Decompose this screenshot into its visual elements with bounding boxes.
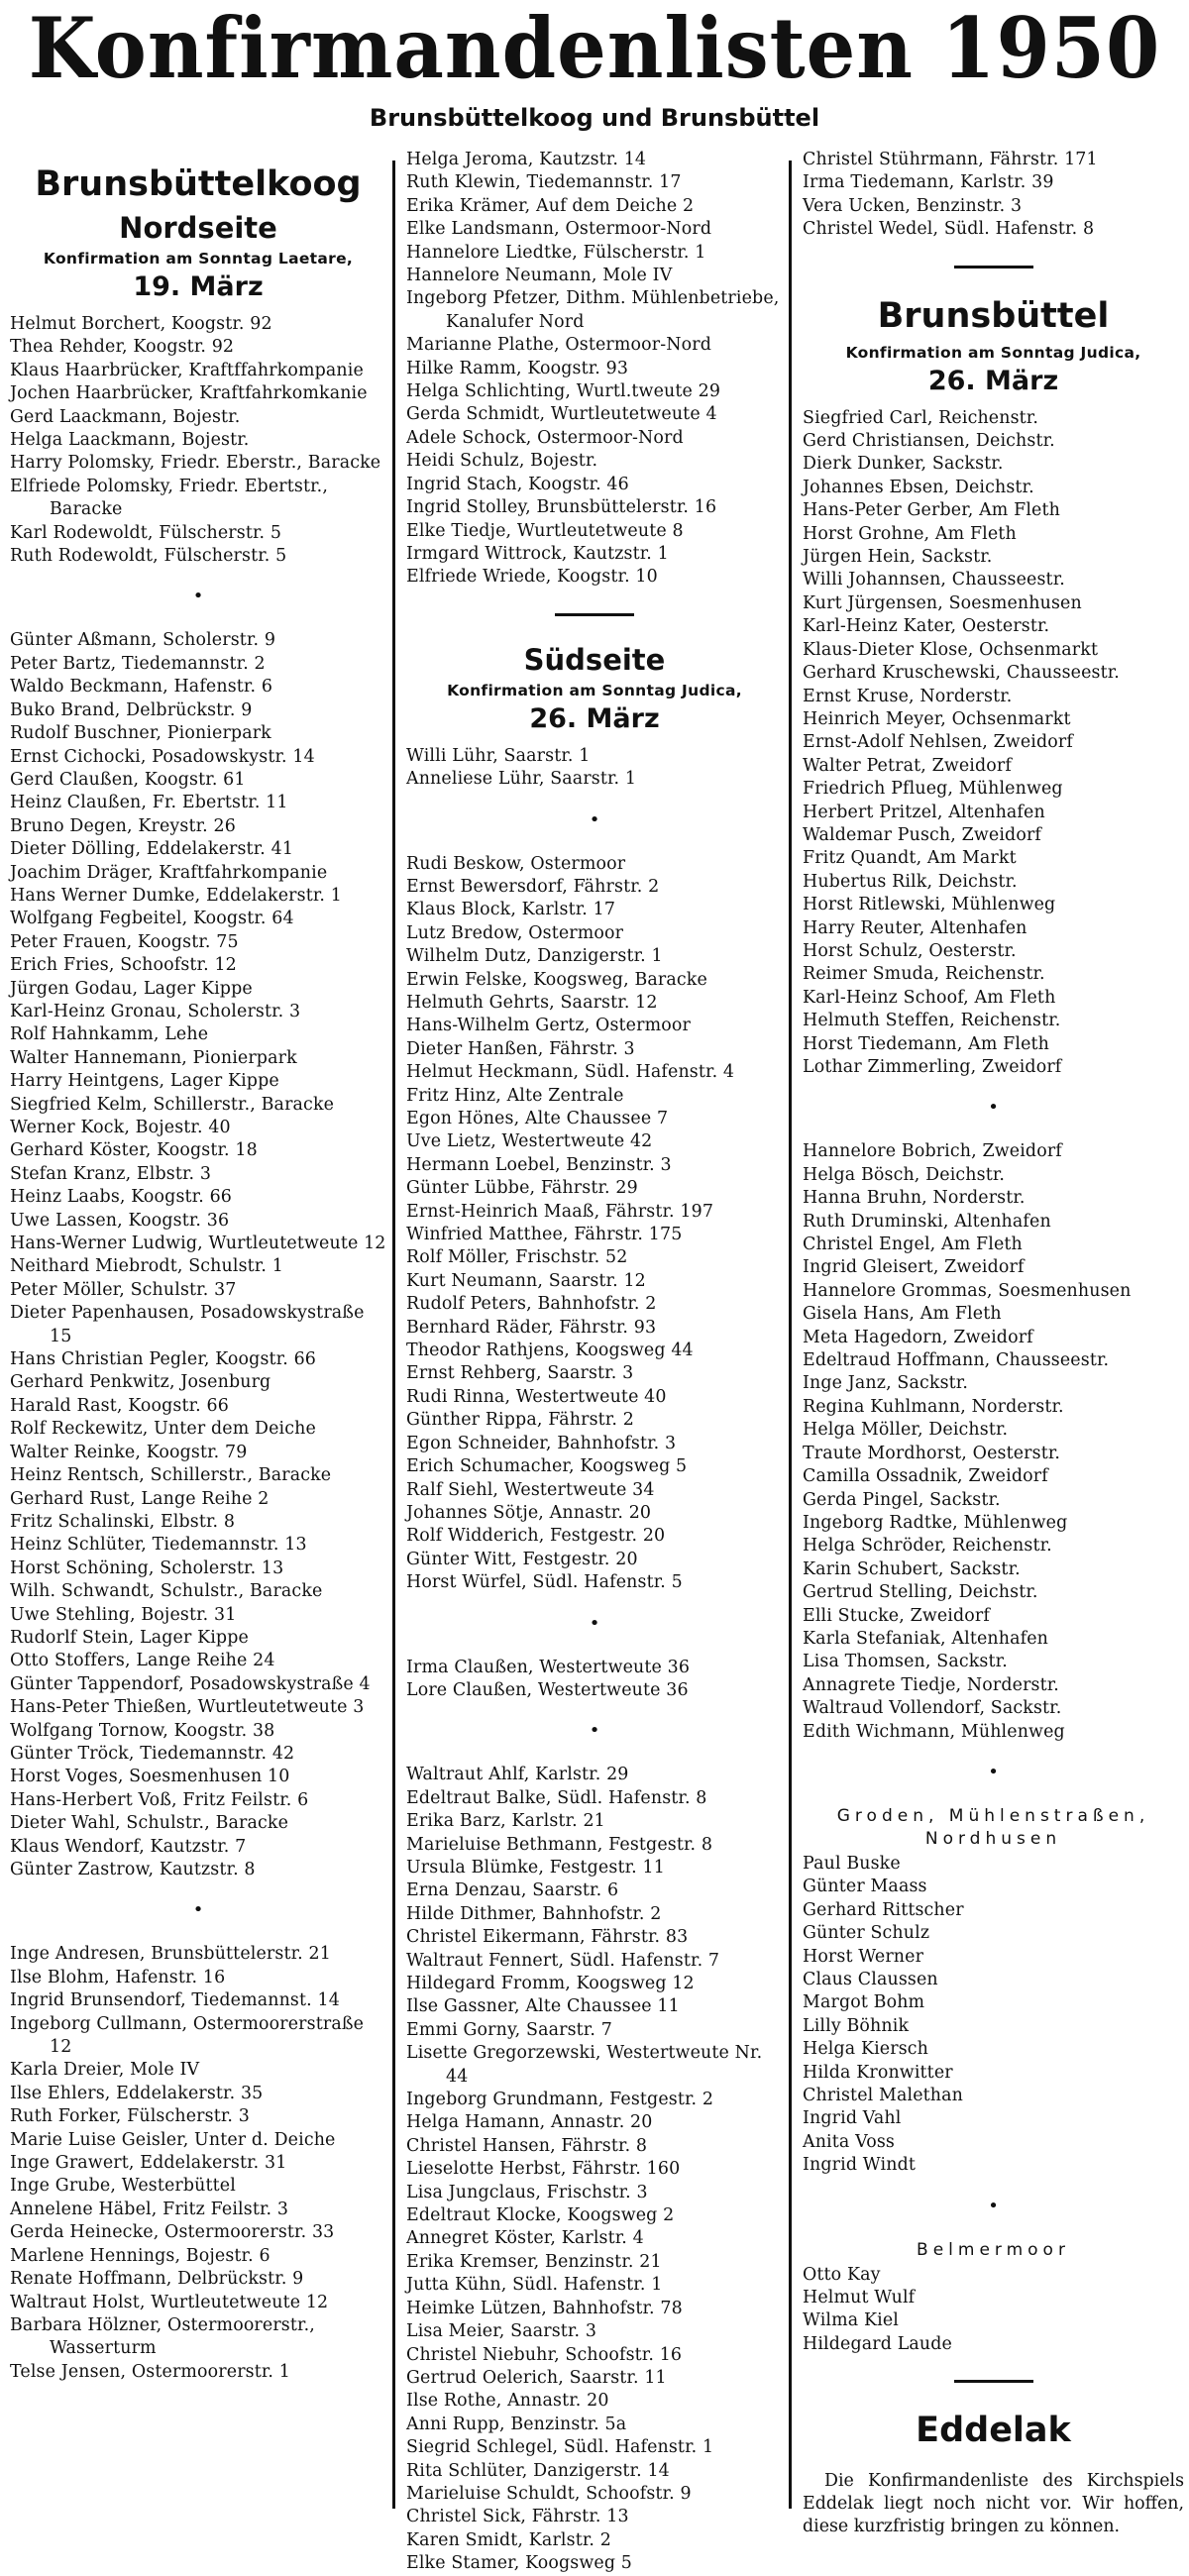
list-item: Elke Landsmann, Ostermoor-Nord — [406, 219, 712, 240]
list-item: Horst Voges, Soesmenhusen 10 — [10, 1767, 290, 1787]
list-item: Helga Laackmann, Bojestr. — [10, 430, 250, 451]
list-item: Irma Tiedemann, Karlstr. 39 — [803, 172, 1054, 193]
list-item: Gerda Schmidt, Wurtleutetweute 4 — [406, 404, 717, 425]
list-item: Paul Buske — [803, 1853, 901, 1874]
separator-star: • — [988, 1761, 999, 1782]
list-item: Horst Ritlewski, Mühlenweg — [803, 895, 1056, 915]
list-item: Hanna Bruhn, Norderstr. — [803, 1188, 1026, 1209]
list-item: Marie Luise Geisler, Unter d. Deiche — [10, 2129, 336, 2150]
list-item: Rolf Möller, Frischstr. 52 — [406, 1247, 628, 1268]
list-item: Gisela Hans, Am Fleth — [803, 1304, 1002, 1325]
list-item: Elli Stucke, Zweidorf — [803, 1605, 990, 1626]
list-item: Siegfried Kelm, Schillerstr., Baracke — [10, 1094, 335, 1115]
list-item: Karl Rodewoldt, Fülscherstr. 5 — [10, 522, 282, 543]
list-item: Winfried Matthee, Fährstr. 175 — [406, 1225, 683, 1245]
separator-star: • — [589, 1612, 600, 1634]
list-item: Christel Stührmann, Fährstr. 171 — [803, 150, 1098, 169]
list-item: Ralf Siehl, Westertweute 34 — [406, 1479, 655, 1500]
list-item: Gerhard Kruschewski, Chausseestr. — [803, 663, 1120, 684]
list-item: Rudi Beskow, Ostermoor — [406, 853, 626, 874]
name-list — [803, 149, 1184, 242]
list-item: Hans Christian Pegler, Koogstr. 66 — [10, 1349, 316, 1370]
section-divider — [954, 266, 1033, 268]
list-item: Günter Lübbe, Fährstr. 29 — [406, 1178, 638, 1199]
list-item: Hans-Peter Thießen, Wurtleutetweute 3 — [10, 1697, 365, 1718]
list-item: Klaus Wendorf, Kautzstr. 7 — [10, 1836, 247, 1857]
list-item: Hubertus Rilk, Deichstr. — [803, 871, 1018, 892]
list-item: Meta Hagedorn, Zweidorf — [803, 1327, 1033, 1347]
list-item: Erika Krämer, Auf dem Deiche 2 — [406, 195, 695, 216]
list-item: Rudolf Buschner, Pionierpark — [10, 723, 271, 744]
list-item: Hans-Werner Ludwig, Wurtleutetweute 12 — [10, 1234, 386, 1254]
columns — [0, 149, 1189, 2574]
list-item: Lisette Gregorzewski, Westertweute Nr. 44 — [406, 2043, 763, 2087]
list-item: Edeltraut Balke, Südl. Hafenstr. 8 — [406, 1787, 707, 1808]
list-item: Wolfgang Fegbeitel, Koogstr. 64 — [10, 909, 294, 929]
list-item: Anneliese Lühr, Saarstr. 1 — [406, 769, 637, 790]
list-item: Ingrid Brunsendorf, Tiedemannst. 14 — [10, 1990, 340, 2011]
list-item: Helmut Wulf — [803, 2288, 916, 2308]
list-item: Gerd Christiansen, Deichstr. — [803, 431, 1055, 452]
confirmation-line: Konfirmation am Sonntag Judica, — [845, 343, 1141, 362]
name-list — [10, 629, 386, 1881]
name-list — [803, 2264, 1184, 2357]
list-item: Gerhard Penkwitz, Josenburg — [10, 1372, 271, 1393]
list-item: Helmuth Steffen, Reichenstr. — [803, 1011, 1061, 1031]
separator-star: • — [589, 1720, 600, 1742]
list-item: Gerhard Köster, Koogstr. 18 — [10, 1140, 258, 1161]
name-list — [803, 1140, 1184, 1744]
separator-star: • — [192, 1899, 204, 1921]
list-item: Johannes Sötje, Annastr. 20 — [406, 1502, 652, 1523]
list-item: Hans Werner Dumke, Eddelakerstr. 1 — [10, 885, 342, 906]
list-item: Christel Sick, Fährstr. 13 — [406, 2507, 629, 2527]
list-item: Jürgen Hein, Sackstr. — [803, 547, 993, 568]
separator-star: • — [589, 808, 600, 830]
name-list — [406, 1657, 783, 1703]
list-item: Harry Polomsky, Friedr. Eberstr., Baracke — [10, 453, 381, 474]
list-item: Ilse Blohm, Hafenstr. 16 — [10, 1967, 226, 1987]
list-item: Christel Hansen, Fährstr. 8 — [406, 2135, 648, 2156]
list-item: Uwe Lassen, Koogstr. 36 — [10, 1210, 230, 1231]
confirmation-line: Konfirmation am Sonntag Judica, — [447, 681, 742, 699]
list-item: Erika Kremser, Benzinstr. 21 — [406, 2251, 662, 2272]
list-item: Erich Fries, Schoofstr. 12 — [10, 955, 237, 976]
list-item: Lisa Meier, Saarstr. 3 — [406, 2321, 597, 2342]
list-item: Ingeborg Pfetzer, Dithm. Mühlenbetriebe, Kanalufer Nord — [406, 288, 780, 332]
list-item: Elke Tiedje, Wurtleutetweute 8 — [406, 520, 684, 541]
list-item: Walter Hannemann, Pionierpark — [10, 1047, 297, 1068]
list-item: Günter Tröck, Tiedemannstr. 42 — [10, 1743, 295, 1764]
subsection-title-belmermoor: Belmermoor — [917, 2239, 1070, 2260]
list-item: Vera Ucken, Benzinstr. 3 — [803, 195, 1023, 216]
list-item: Camilla Ossadnik, Zweidorf — [803, 1466, 1048, 1487]
subsection-title-nordseite: Nordseite — [119, 211, 277, 245]
column-2 — [406, 149, 783, 2574]
list-item: Willi Johannsen, Chausseestr. — [803, 570, 1065, 590]
list-item: Heinz Claußen, Fr. Ebertstr. 11 — [10, 793, 288, 813]
list-item: Rudi Rinna, Westertweute 40 — [406, 1386, 667, 1407]
list-item: Kurt Jürgensen, Soesmenhusen — [803, 592, 1082, 613]
list-item: Helga Jeroma, Kautzstr. 14 — [406, 150, 647, 169]
list-item: Marieluise Bethmann, Festgestr. 8 — [406, 1834, 713, 1855]
list-item: Karl-Heinz Kater, Oesterstr. — [803, 616, 1050, 637]
name-list — [803, 407, 1184, 1080]
list-item: Traute Mordhorst, Oesterstr. — [803, 1443, 1061, 1463]
list-item: Willi Lühr, Saarstr. 1 — [406, 745, 591, 766]
list-item: Waltraut Ahlf, Karlstr. 29 — [406, 1765, 629, 1785]
list-item: Ernst Kruse, Norderstr. — [803, 686, 1013, 706]
list-item: Lutz Bredow, Ostermoor — [406, 922, 624, 943]
list-item: Edith Wichmann, Mühlenweg — [803, 1721, 1065, 1742]
list-item: Ernst Bewersdorf, Fährstr. 2 — [406, 876, 660, 897]
list-item: Ingrid Vahl — [803, 2108, 902, 2129]
name-list — [406, 1764, 783, 2575]
list-item: Waltraut Holst, Wurtleutetweute 12 — [10, 2292, 329, 2312]
list-item: Lilly Böhnik — [803, 2015, 910, 2036]
list-item: Waltraud Vollendorf, Sackstr. — [803, 1698, 1062, 1719]
list-item: Peter Frauen, Koogstr. 75 — [10, 931, 239, 952]
list-item: Bruno Degen, Kreystr. 26 — [10, 815, 236, 836]
list-item: Kurt Neumann, Saarstr. 12 — [406, 1270, 646, 1291]
list-item: Emmi Gorny, Saarstr. 7 — [406, 2019, 612, 2040]
list-item: Hildegard Fromm, Koogsweg 12 — [406, 1974, 695, 1993]
list-item: Günther Rippa, Fährstr. 2 — [406, 1410, 634, 1431]
name-list — [10, 313, 386, 568]
list-item: Karla Dreier, Mole IV — [10, 2060, 200, 2081]
list-item: Gerd Claußen, Koogstr. 61 — [10, 769, 246, 790]
list-item: Gerda Heinecke, Ostermoorerstr. 33 — [10, 2222, 335, 2243]
list-item: Elke Stamer, Koogsweg 5 — [406, 2553, 632, 2574]
list-item: Ernst Rehberg, Saarstr. 3 — [406, 1363, 634, 1384]
list-item: Wolfgang Tornow, Koogstr. 38 — [10, 1720, 275, 1741]
list-item: Klaus Block, Karlstr. 17 — [406, 900, 616, 920]
list-item: Gerd Laackmann, Bojestr. — [10, 406, 241, 427]
section-title-eddelak: Eddelak — [916, 2411, 1071, 2451]
list-item: Waltraut Fennert, Südl. Hafenstr. 7 — [406, 1950, 720, 1971]
column-rule — [789, 161, 792, 2509]
list-item: Walter Petrat, Zweidorf — [803, 755, 1012, 776]
list-item: Peter Möller, Schulstr. 37 — [10, 1279, 237, 1300]
name-list — [10, 1943, 386, 2384]
list-item: Klaus Haarbrücker, Kraftffahrkompanie — [10, 360, 364, 380]
section-title-brunsbuettel: Brunsbüttel — [877, 295, 1110, 336]
separator-star: • — [988, 2195, 999, 2216]
confirmation-line: Konfirmation am Sonntag Laetare, — [43, 250, 354, 268]
list-item: Ursula Blümke, Festgestr. 11 — [406, 1857, 665, 1878]
list-item: Dieter Dölling, Eddelakerstr. 41 — [10, 839, 294, 860]
list-item: Helga Möller, Deichstr. — [803, 1420, 1009, 1441]
list-item: Helga Hamann, Annastr. 20 — [406, 2112, 653, 2133]
confirmation-date: 26. März — [529, 702, 660, 734]
list-item: Ingrid Stolley, Brunsbüttelerstr. 16 — [406, 497, 717, 518]
list-item: Walter Reinke, Koogstr. 79 — [10, 1442, 248, 1462]
list-item: Ingeborg Cullmann, Ostermoorerstraße 12 — [10, 2013, 365, 2058]
list-item: Harald Rast, Koogstr. 66 — [10, 1395, 229, 1416]
list-item: Erna Denzau, Saarstr. 6 — [406, 1880, 619, 1901]
list-item: Otto Stoffers, Lange Reihe 24 — [10, 1651, 275, 1671]
list-item: Jutta Kühn, Südl. Hafenstr. 1 — [406, 2275, 663, 2296]
list-item: Dieter Hanßen, Fährstr. 3 — [406, 1038, 635, 1059]
list-item: Karl-Heinz Schoof, Am Fleth — [803, 987, 1056, 1008]
list-item: Heinz Schlüter, Tiedemannstr. 13 — [10, 1535, 307, 1556]
list-item: Annegret Köster, Karlstr. 4 — [406, 2228, 644, 2249]
list-item: Irma Claußen, Westertweute 36 — [406, 1657, 691, 1677]
list-item: Johannes Ebsen, Deichstr. — [803, 477, 1034, 497]
page-subtitle: Brunsbüttelkoog und Brunsbüttel — [369, 104, 820, 132]
list-item: Otto Kay — [803, 2264, 881, 2285]
list-item: Ilse Gassner, Alte Chaussee 11 — [406, 1996, 680, 2017]
list-item: Helga Bösch, Deichstr. — [803, 1164, 1006, 1185]
list-item: Heinrich Meyer, Ochsenmarkt — [803, 708, 1071, 729]
list-item: Rudorlf Stein, Lager Kippe — [10, 1627, 249, 1648]
list-item: Heinz Laabs, Koogstr. 66 — [10, 1187, 233, 1208]
list-item: Harry Heintgens, Lager Kippe — [10, 1071, 279, 1092]
list-item: Hannelore Neumann, Mole IV — [406, 266, 673, 286]
list-item: Erich Schumacher, Koogsweg 5 — [406, 1456, 688, 1477]
list-item: Margot Bohm — [803, 1992, 925, 2013]
list-item: Irmgard Wittrock, Kautzstr. 1 — [406, 543, 669, 564]
list-item: Rudolf Peters, Bahnhofstr. 2 — [406, 1294, 657, 1315]
list-item: Elfriede Wriede, Koogstr. 10 — [406, 567, 658, 588]
list-item: Gertrud Oelerich, Saarstr. 11 — [406, 2367, 667, 2388]
list-item: Elfriede Polomsky, Friedr. Ebertstr., Baracke — [10, 476, 328, 520]
list-item: Erwin Felske, Koogsweg, Baracke — [406, 969, 707, 990]
list-item: Jürgen Godau, Lager Kippe — [10, 978, 253, 999]
list-item: Telse Jensen, Ostermoorerstr. 1 — [10, 2361, 290, 2382]
list-item: Gertrud Stelling, Deichstr. — [803, 1582, 1038, 1603]
list-item: Annagrete Tiedje, Norderstr. — [803, 1674, 1059, 1695]
name-list — [406, 745, 783, 792]
list-item: Thea Rehder, Koogstr. 92 — [10, 337, 235, 358]
list-item: Joachim Dräger, Kraftfahrkompanie — [10, 862, 328, 883]
list-item: Ruth Rodewoldt, Fülscherstr. 5 — [10, 546, 287, 567]
list-item: Ingrid Gleisert, Zweidorf — [803, 1257, 1025, 1278]
list-item: Christel Engel, Am Fleth — [803, 1234, 1023, 1255]
list-item: Rolf Reckewitz, Unter dem Deiche — [10, 1419, 316, 1440]
list-item: Erika Barz, Karlstr. 21 — [406, 1811, 605, 1832]
list-item: Horst Würfel, Südl. Hafenstr. 5 — [406, 1572, 683, 1593]
list-item: Rolf Widderich, Festgestr. 20 — [406, 1526, 666, 1547]
list-item: Hans-Herbert Voß, Fritz Feilstr. 6 — [10, 1789, 309, 1810]
column-1 — [10, 149, 386, 2525]
list-item: Peter Bartz, Tiedemannstr. 2 — [10, 653, 266, 674]
list-item: Marieluise Schuldt, Schoofstr. 9 — [406, 2483, 692, 2504]
list-item: Helga Kiersch — [803, 2039, 929, 2060]
list-item: Edeltraut Klocke, Koogsweg 2 — [406, 2205, 675, 2226]
list-item: Karin Schubert, Sackstr. — [803, 1558, 1021, 1579]
list-item: Gerhard Rust, Lange Reihe 2 — [10, 1488, 270, 1509]
list-item: Egon Schneider, Bahnhofstr. 3 — [406, 1433, 677, 1453]
list-item: Werner Kock, Bojestr. 40 — [10, 1118, 231, 1137]
list-item: Annelene Häbel, Fritz Feilstr. 3 — [10, 2199, 289, 2219]
list-item: Theodor Rathjens, Koogsweg 44 — [406, 1341, 694, 1361]
list-item: Hannelore Liedtke, Fülscherstr. 1 — [406, 242, 706, 263]
list-item: Uwe Stehling, Bojestr. 31 — [10, 1604, 237, 1625]
list-item: Waldo Beckmann, Hafenstr. 6 — [10, 677, 273, 698]
confirmation-date: 19. März — [133, 271, 264, 302]
list-item: Helmuth Gehrts, Saarstr. 12 — [406, 992, 658, 1013]
name-list — [406, 853, 783, 1595]
list-item: Karen Smidt, Karlstr. 2 — [406, 2529, 611, 2550]
list-item: Hermann Loebel, Benzinstr. 3 — [406, 1154, 672, 1175]
list-item: Hannelore Grommas, Soesmenhusen — [803, 1280, 1132, 1301]
list-item: Ingrid Stach, Koogstr. 46 — [406, 474, 629, 494]
list-item: Siegrid Schlegel, Südl. Hafenstr. 1 — [406, 2437, 714, 2458]
section-divider — [555, 613, 634, 616]
list-item: Hannelore Bobrich, Zweidorf — [803, 1141, 1062, 1162]
subsection-title-groden: Groden, Mühlenstraßen, Nordhusen — [836, 1805, 1150, 1849]
list-item: Heinz Rentsch, Schillerstr., Baracke — [10, 1465, 332, 1486]
list-item: Dierk Dunker, Sackstr. — [803, 454, 1004, 475]
list-item: Karl-Heinz Gronau, Scholerstr. 3 — [10, 1001, 301, 1021]
list-item: Christel Eikermann, Fährstr. 83 — [406, 1927, 689, 1948]
list-item: Anita Voss — [803, 2131, 895, 2152]
list-item: Fritz Quandt, Am Markt — [803, 848, 1017, 869]
list-item: Barbara Hölzner, Ostermoorerstr., Wasserturm — [10, 2314, 315, 2359]
list-item: Ilse Ehlers, Eddelakerstr. 35 — [10, 2083, 264, 2103]
list-item: Günter Aßmann, Scholerstr. 9 — [10, 630, 276, 651]
subsection-title-suedseite: Südseite — [523, 642, 666, 677]
list-item: Gerhard Rittscher — [803, 1899, 964, 1920]
list-item: Klaus-Dieter Klose, Ochsenmarkt — [803, 639, 1099, 660]
section-title-brunsbuettelkoog: Brunsbüttelkoog — [35, 164, 362, 204]
list-item: Claus Claussen — [803, 1970, 938, 1989]
list-item: Horst Schöning, Scholerstr. 13 — [10, 1557, 284, 1578]
list-item: Helga Schlichting, Wurtl.tweute 29 — [406, 381, 721, 402]
list-item: Harry Reuter, Altenhafen — [803, 917, 1027, 938]
list-item: Günter Zastrow, Kautzstr. 8 — [10, 1860, 256, 1879]
list-item: Fritz Schalinski, Elbstr. 8 — [10, 1511, 236, 1532]
list-item: Hilde Dithmer, Bahnhofstr. 2 — [406, 1903, 662, 1924]
list-item: Egon Hönes, Alte Chaussee 7 — [406, 1109, 669, 1128]
list-item: Inge Grawert, Eddelakerstr. 31 — [10, 2153, 287, 2174]
list-item: Günter Witt, Festgestr. 20 — [406, 1549, 638, 1569]
list-item: Dieter Papenhausen, Posadowskystraße 15 — [10, 1303, 365, 1346]
list-item: Waldemar Pusch, Zweidorf — [803, 824, 1042, 845]
list-item: Adele Schock, Ostermoor-Nord — [406, 427, 684, 448]
list-item: Lieselotte Herbst, Fährstr. 160 — [406, 2159, 681, 2180]
list-item: Marianne Plathe, Ostermoor-Nord — [406, 335, 711, 356]
list-item: Dieter Wahl, Schulstr., Baracke — [10, 1813, 289, 1834]
column-3 — [803, 149, 1184, 2537]
list-item: Ingeborg Radtke, Mühlenweg — [803, 1512, 1068, 1533]
list-item: Stefan Kranz, Elbstr. 3 — [10, 1163, 212, 1184]
list-item: Hilke Ramm, Koogstr. 93 — [406, 358, 629, 378]
list-item: Günter Schulz — [803, 1923, 930, 1944]
list-item: Herbert Pritzel, Altenhafen — [803, 802, 1045, 822]
list-item: Gerda Pingel, Sackstr. — [803, 1489, 1001, 1510]
list-item: Horst Schulz, Oesterstr. — [803, 940, 1017, 961]
list-item: Ruth Druminski, Altenhafen — [803, 1211, 1051, 1232]
list-item: Buko Brand, Delbrückstr. 9 — [10, 699, 253, 720]
list-item: Lisa Jungclaus, Frischstr. 3 — [406, 2182, 648, 2202]
list-item: Reimer Smuda, Reichenstr. — [803, 964, 1045, 985]
list-item: Ingrid Windt — [803, 2155, 916, 2176]
list-item: Siegfried Carl, Reichenstr. — [803, 407, 1039, 428]
list-item: Heimke Lützen, Bahnhofstr. 78 — [406, 2298, 683, 2318]
list-item: Hilda Kronwitter — [803, 2062, 953, 2083]
list-item: Horst Grohne, Am Fleth — [803, 523, 1017, 544]
list-item: Wilma Kiel — [803, 2310, 899, 2331]
list-item: Heidi Schulz, Bojestr. — [406, 451, 598, 472]
list-item: Regina Kuhlmann, Norderstr. — [803, 1396, 1064, 1417]
list-item: Inge Andresen, Brunsbüttelerstr. 21 — [10, 1944, 331, 1965]
list-item: Friedrich Pflueg, Mühlenweg — [803, 779, 1063, 800]
list-item: Günter Tappendorf, Posadowskystraße 4 — [10, 1673, 371, 1694]
masthead — [0, 0, 1189, 133]
list-item: Ernst Cichocki, Posadowskystr. 14 — [10, 746, 315, 767]
list-item: Christel Niebuhr, Schoofstr. 16 — [406, 2344, 683, 2365]
list-item: Jochen Haarbrücker, Kraftfahrkomkanie — [10, 383, 368, 404]
list-item: Horst Werner — [803, 1946, 924, 1967]
list-item: Ernst-Heinrich Maaß, Fährstr. 197 — [406, 1201, 714, 1222]
list-item: Horst Tiedemann, Am Fleth — [803, 1033, 1050, 1054]
separator-star: • — [988, 1097, 999, 1119]
list-item: Edeltraud Hoffmann, Chausseestr. — [803, 1350, 1110, 1371]
list-item: Hildegard Laude — [803, 2333, 952, 2354]
name-list — [406, 149, 783, 590]
list-item: Lore Claußen, Westertweute 36 — [406, 1679, 689, 1700]
list-item: Christel Malethan — [803, 2086, 964, 2106]
list-item: Rolf Hahnkamm, Lehe — [10, 1024, 209, 1045]
page-title: Konfirmandenlisten 1950 — [28, 0, 1161, 98]
list-item: Ruth Forker, Fülscherstr. 3 — [10, 2106, 250, 2127]
list-item: Lothar Zimmerling, Zweidorf — [803, 1057, 1062, 1077]
separator-star: • — [192, 586, 204, 607]
list-item: Ruth Klewin, Tiedemannstr. 17 — [406, 172, 682, 193]
list-item: Inge Janz, Sackstr. — [803, 1373, 969, 1394]
eddelak-note: Die Konfirmandenliste des Kirchspiels Eddelak liegt noch nicht vor. Wir hoffen, diese kurzfristig bringen zu können. — [803, 2470, 1184, 2537]
list-item: Lisa Thomsen, Sackstr. — [803, 1652, 1008, 1672]
name-list — [803, 1853, 1184, 2178]
list-item: Ingeborg Grundmann, Festgestr. 2 — [406, 2090, 714, 2110]
list-item: Inge Grube, Westerbüttel — [10, 2176, 236, 2197]
column-rule — [392, 161, 395, 2509]
list-item: Wilhelm Dutz, Danzigerstr. 1 — [406, 946, 663, 967]
list-item: Uve Lietz, Westertweute 42 — [406, 1131, 653, 1152]
list-item: Renate Hoffmann, Delbrückstr. 9 — [10, 2269, 304, 2290]
list-item: Christel Wedel, Südl. Hafenstr. 8 — [803, 219, 1095, 240]
list-item: Bernhard Räder, Fährstr. 93 — [406, 1317, 657, 1338]
list-item: Helmut Heckmann, Südl. Hafenstr. 4 — [406, 1062, 735, 1083]
list-item: Karla Stefaniak, Altenhafen — [803, 1628, 1049, 1649]
list-item: Neithard Miebrodt, Schulstr. 1 — [10, 1256, 283, 1277]
list-item: Ilse Rothe, Annastr. 20 — [406, 2391, 609, 2412]
confirmation-date: 26. März — [927, 365, 1059, 396]
list-item: Helga Schröder, Reichenstr. — [803, 1536, 1052, 1556]
list-item: Günter Maass — [803, 1877, 927, 1897]
list-item: Wilh. Schwandt, Schulstr., Baracke — [10, 1581, 323, 1602]
list-item: Hans-Wilhelm Gertz, Ostermoor — [406, 1016, 691, 1036]
list-item: Anni Rupp, Benzinstr. 5a — [406, 2414, 627, 2434]
list-item: Marlene Hennings, Bojestr. 6 — [10, 2245, 270, 2266]
section-divider — [954, 2380, 1033, 2383]
list-item: Hans-Peter Gerber, Am Fleth — [803, 500, 1060, 521]
list-item: Ernst-Adolf Nehlsen, Zweidorf — [803, 732, 1073, 753]
list-item: Helmut Borchert, Koogstr. 92 — [10, 314, 272, 334]
list-item: Fritz Hinz, Alte Zentrale — [406, 1085, 624, 1106]
list-item: Rita Schlüter, Danzigerstr. 14 — [406, 2460, 670, 2481]
